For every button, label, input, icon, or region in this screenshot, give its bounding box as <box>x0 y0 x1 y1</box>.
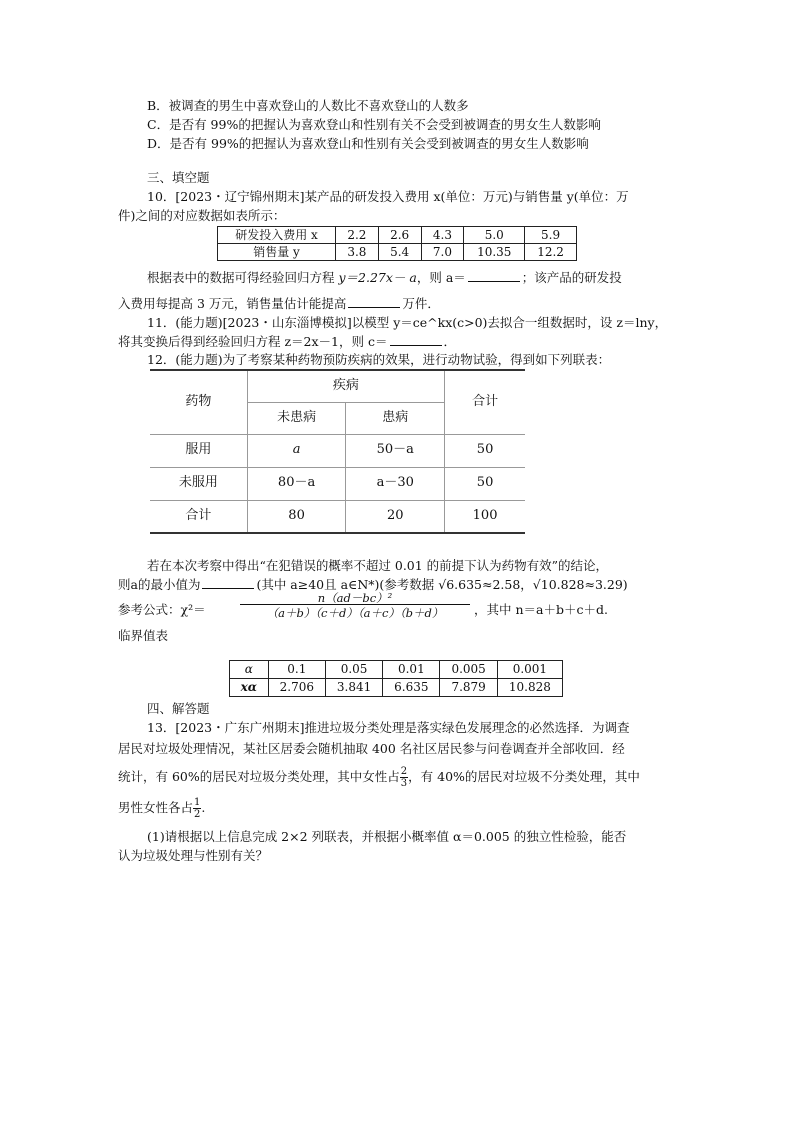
q11-line2 <box>118 332 456 351</box>
choice-c: C．是否有 99%的把握认为喜欢登山和性别有关不会受到被调查的男女生人数影响 <box>147 117 601 132</box>
table-cell: 5.9 <box>525 227 577 244</box>
q12-text: (其中 a≥40且 a∈N*)(参考数据 √6.635≈2.58，√10.828≈3.29) <box>256 577 628 592</box>
table-header-no-disease: 未患病 <box>247 402 346 434</box>
section-3-heading: 三、填空题 <box>147 170 210 185</box>
table-cell: 20 <box>346 500 445 533</box>
q13-text: 统计，有 60%的居民对垃圾分类处理，其中女性占 <box>118 769 400 784</box>
q12-line2: 若在本次考察中得出“在犯错误的概率不超过 0.01 的前提下认为药物有效”的结论， <box>147 558 609 573</box>
q11-text: 将其变换后得到经验回归方程 z＝2x－1，则 c＝ <box>118 334 388 349</box>
table-cell: 12.2 <box>525 244 577 261</box>
q13-text: ，有 40%的居民对垃圾不分类处理，其中 <box>408 769 640 784</box>
table-cell: 50－a <box>346 434 445 467</box>
q10-data-table <box>217 226 577 261</box>
answer-blank[interactable] <box>348 295 400 308</box>
table-cell: 3.8 <box>336 244 379 261</box>
table-row <box>218 227 577 244</box>
q10-text: 根据表中的数据可得经验回归方程 <box>147 270 339 285</box>
section-4-heading: 四、解答题 <box>147 701 210 716</box>
fraction-numerator: 1 <box>194 797 201 808</box>
q11-line1: 11．(能力题)[2023・山东淄博模拟]以模型 y＝ce^kx(c>0)去拟合一组数据时，设 z＝lny， <box>147 315 668 330</box>
table-cell: 2.2 <box>336 227 379 244</box>
critical-value-table <box>229 660 563 697</box>
critical-value-label: 临界值表 <box>118 628 169 643</box>
table-cell: 7.879 <box>440 679 497 697</box>
q13-line1: 13．[2023・广东广州期末]推进垃圾分类处理是落实绿色发展理念的必然选择．为调查 <box>147 720 630 735</box>
q13-text: . <box>201 800 206 815</box>
table-cell: 0.001 <box>497 661 562 679</box>
table-cell: 80 <box>247 500 346 533</box>
q10-text: ；该产品的研发投 <box>521 270 622 285</box>
table-header-drug: 药物 <box>150 370 247 434</box>
q13-line4 <box>118 797 205 820</box>
table-row <box>230 679 563 697</box>
q13-sub1-line1: (1)请根据以上信息完成 2×2 列联表，并根据小概率值 α＝0.005 的独立性检验，能否 <box>147 829 627 844</box>
formula-tail: ，其中 n＝a＋b＋c＋d. <box>474 602 608 617</box>
table-cell: 3.841 <box>325 679 382 697</box>
table-header-disease-yes: 患病 <box>346 402 445 434</box>
fraction-two-thirds <box>400 766 408 789</box>
table-cell: 2.706 <box>268 679 325 697</box>
q12-text: 则a的最小值为 <box>118 577 201 592</box>
table-cell: xα <box>230 679 269 697</box>
q10-text: 入费用每提高 3 万元，销售量估计能提高 <box>118 296 347 311</box>
table-row <box>218 244 577 261</box>
table-row <box>230 661 563 679</box>
table-cell: 6.635 <box>383 679 440 697</box>
table-cell: 10.828 <box>497 679 562 697</box>
table-row <box>150 434 525 467</box>
q13-text: 男性女性各占 <box>118 800 194 815</box>
table-cell: 5.0 <box>464 227 525 244</box>
table-header-disease: 疾病 <box>247 370 444 402</box>
contingency-table <box>150 369 525 534</box>
table-cell: 研发投入费用 x <box>218 227 336 244</box>
fraction-denominator: 3 <box>400 778 408 789</box>
table-cell: 服用 <box>150 434 247 467</box>
table-row <box>150 370 525 402</box>
table-cell: a <box>247 434 346 467</box>
fraction-numerator: 2 <box>400 766 408 777</box>
q10-line4 <box>118 294 440 313</box>
table-cell: α <box>230 661 269 679</box>
table-cell: 5.4 <box>378 244 421 261</box>
table-cell: 50 <box>445 467 525 500</box>
fraction-denominator: 2 <box>194 809 201 820</box>
table-cell: 合计 <box>150 500 247 533</box>
answer-blank[interactable] <box>202 576 254 589</box>
q10-line1: 10．[2023・辽宁锦州期末]某产品的研发投入费用 x(单位：万元)与销售量 y(单位：万 <box>147 189 629 204</box>
formula-denominator: （a＋b）（c＋d）（a＋c）（b＋d） <box>266 606 444 620</box>
table-cell: 销售量 y <box>218 244 336 261</box>
table-cell: 4.3 <box>421 227 464 244</box>
table-cell: 0.05 <box>325 661 382 679</box>
q13-line2: 居民对垃圾处理情况，某社区居委会随机抽取 400 名社区居民参与问卷调查并全部收回．经 <box>118 741 625 756</box>
q10-line2: 件)之间的对应数据如表所示： <box>118 208 286 223</box>
choice-b: B．被调查的男生中喜欢登山的人数比不喜欢登山的人数多 <box>147 98 469 113</box>
table-cell: 50 <box>445 434 525 467</box>
answer-blank[interactable] <box>468 269 520 282</box>
table-cell: 0.1 <box>268 661 325 679</box>
answer-blank[interactable] <box>390 333 442 346</box>
table-row <box>150 500 525 533</box>
table-header-total: 合计 <box>445 370 525 434</box>
chi-square-formula <box>240 590 470 622</box>
table-cell: 7.0 <box>421 244 464 261</box>
q10-text: 万件． <box>402 296 440 311</box>
q10-line3 <box>147 268 622 287</box>
table-cell: 100 <box>445 500 525 533</box>
formula-numerator: n（ad－bc）² <box>317 591 393 605</box>
regression-equation: y＝2.27x－ a <box>338 270 417 285</box>
formula-label: 参考公式：χ²＝ <box>118 602 206 617</box>
table-cell: 0.01 <box>383 661 440 679</box>
table-cell: 10.35 <box>464 244 525 261</box>
table-cell: a－30 <box>346 467 445 500</box>
table-row <box>150 467 525 500</box>
q13-line3 <box>118 766 640 789</box>
table-cell: 未服用 <box>150 467 247 500</box>
q10-text: ，则 a＝ <box>416 270 466 285</box>
q12-line1: 12．(能力题)为了考察某种药物预防疾病的效果，进行动物试验，得到如下列联表： <box>147 352 611 367</box>
table-cell: 0.005 <box>440 661 497 679</box>
choice-d: D．是否有 99%的把握认为喜欢登山和性别有关会受到被调查的男女生人数影响 <box>147 136 589 151</box>
q13-sub1-line2: 认为垃圾处理与性别有关？ <box>118 848 269 863</box>
table-cell: 2.6 <box>378 227 421 244</box>
q11-text: ． <box>443 334 457 349</box>
table-cell: 80－a <box>247 467 346 500</box>
